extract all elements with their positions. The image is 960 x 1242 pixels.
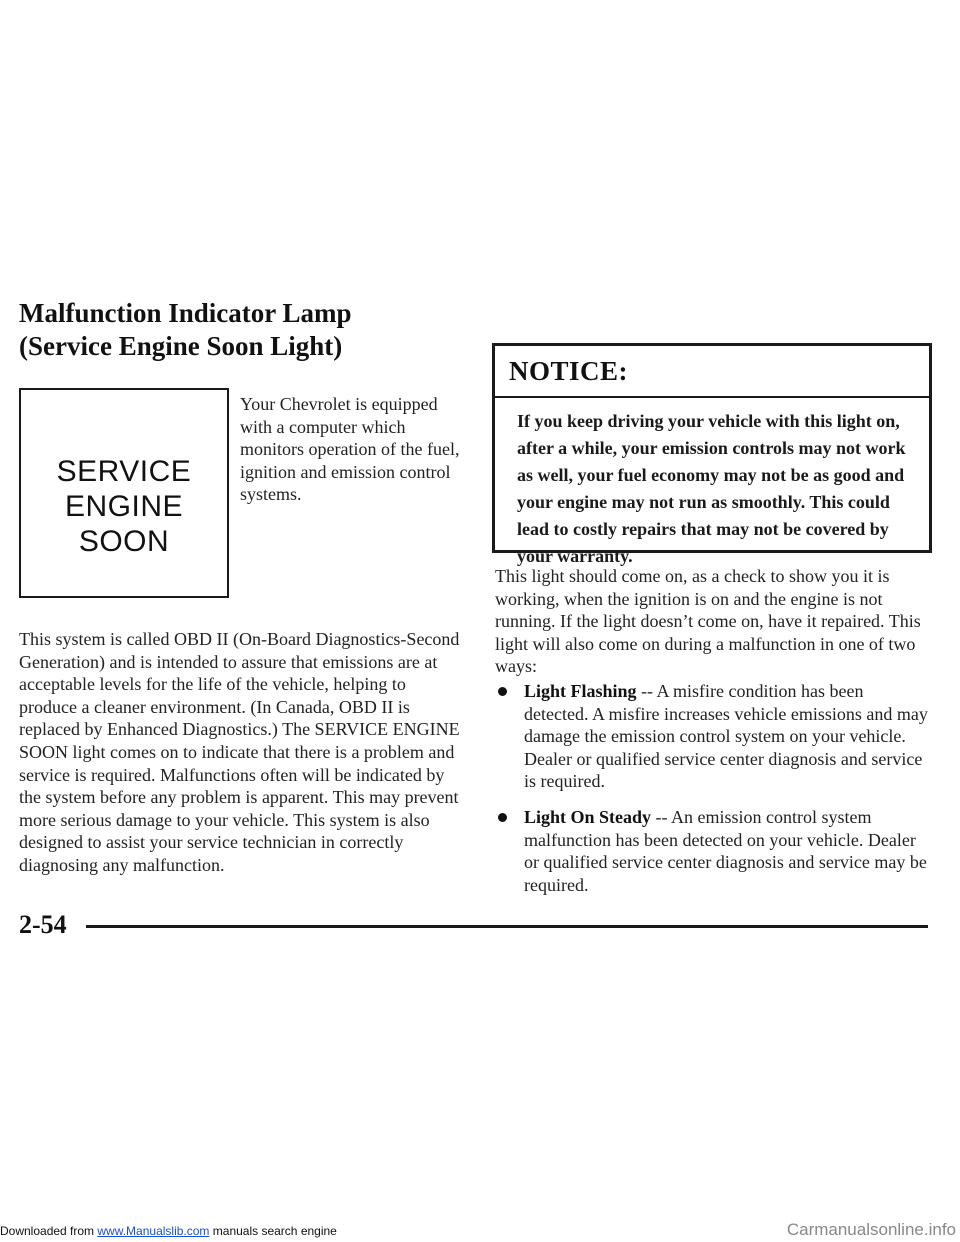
bullet-icon xyxy=(498,813,507,822)
notice-box xyxy=(492,343,932,566)
footer-prefix: Downloaded from xyxy=(0,1224,98,1238)
intro-paragraph: Your Chevrolet is equipped with a computer which monitors operation of the fuel, ignition and emission control systems. xyxy=(240,394,460,504)
list-item-light-on-steady xyxy=(498,806,928,896)
heading-line-1: Malfunction Indicator Lamp xyxy=(19,298,352,328)
bullet-term: Light On Steady xyxy=(524,806,652,827)
lamp-text-line-2: ENGINE xyxy=(64,490,184,523)
notice-body: If you keep driving your vehicle with this light on, after a while, your emission controls may not work as well, your fuel economy may not be as good and your engine may not run as smoothly. This could lead to costly repairs that may not be covered by your warranty. xyxy=(517,411,906,566)
footer-suffix: manuals search engine xyxy=(209,1224,337,1238)
list-item-light-flashing xyxy=(498,680,928,793)
footer-rule xyxy=(86,925,928,928)
malfunction-mode-list xyxy=(498,680,928,909)
lamp-text-line-3: SOON xyxy=(78,525,170,558)
download-footer xyxy=(0,1224,337,1238)
service-engine-soon-lamp-illustration xyxy=(19,388,229,598)
lamp-text-line-1: SERVICE xyxy=(56,455,192,488)
page-number: 2-54 xyxy=(19,910,67,939)
bullet-icon xyxy=(498,687,507,696)
heading-line-2: (Service Engine Soon Light) xyxy=(19,331,343,361)
obd-paragraph: This system is called OBD II (On-Board Diagnostics-Second Generation) and is intended to assure that emissions are at acceptable levels for the life of the vehicle, helping to produce a cleaner environment. (In Canada, OBD II is replaced by Enhanced Diagnostics.) The SERVICE ENGINE SOON light comes on to indicate that there is a problem and service is required. Malfunctions often will be indicated by the system before any problem is apparent. This may prevent more serious damage to your vehicle. This system is also designed to assist your service technician in correctly diagnosing any malfunction. xyxy=(19,629,460,875)
watermark-text: Carmanualsonline.info xyxy=(786,1220,956,1239)
bullet-text: -- A misfire condition has been detected. A misfire increases vehicle emissions and may damage the emission control system on your vehicle. Dealer or qualified service center diagnosis and service is required. xyxy=(524,681,928,792)
bullet-text: -- An emission control system malfunction has been detected on your vehicle. Dealer or qualified service center diagnosis and service may be required. xyxy=(524,806,927,895)
notice-heading: NOTICE: xyxy=(495,346,929,398)
manualslib-link[interactable]: www.Manualslib.com xyxy=(97,1224,210,1238)
bullet-term: Light Flashing xyxy=(524,681,637,701)
light-check-paragraph: This light should come on, as a check to show you it is working, when the ignition is on and the engine is not running. If the light doesn’t come on, have it repaired. This light will also come on during a malfunction in one of two ways: xyxy=(495,566,921,677)
section-heading xyxy=(19,297,449,363)
